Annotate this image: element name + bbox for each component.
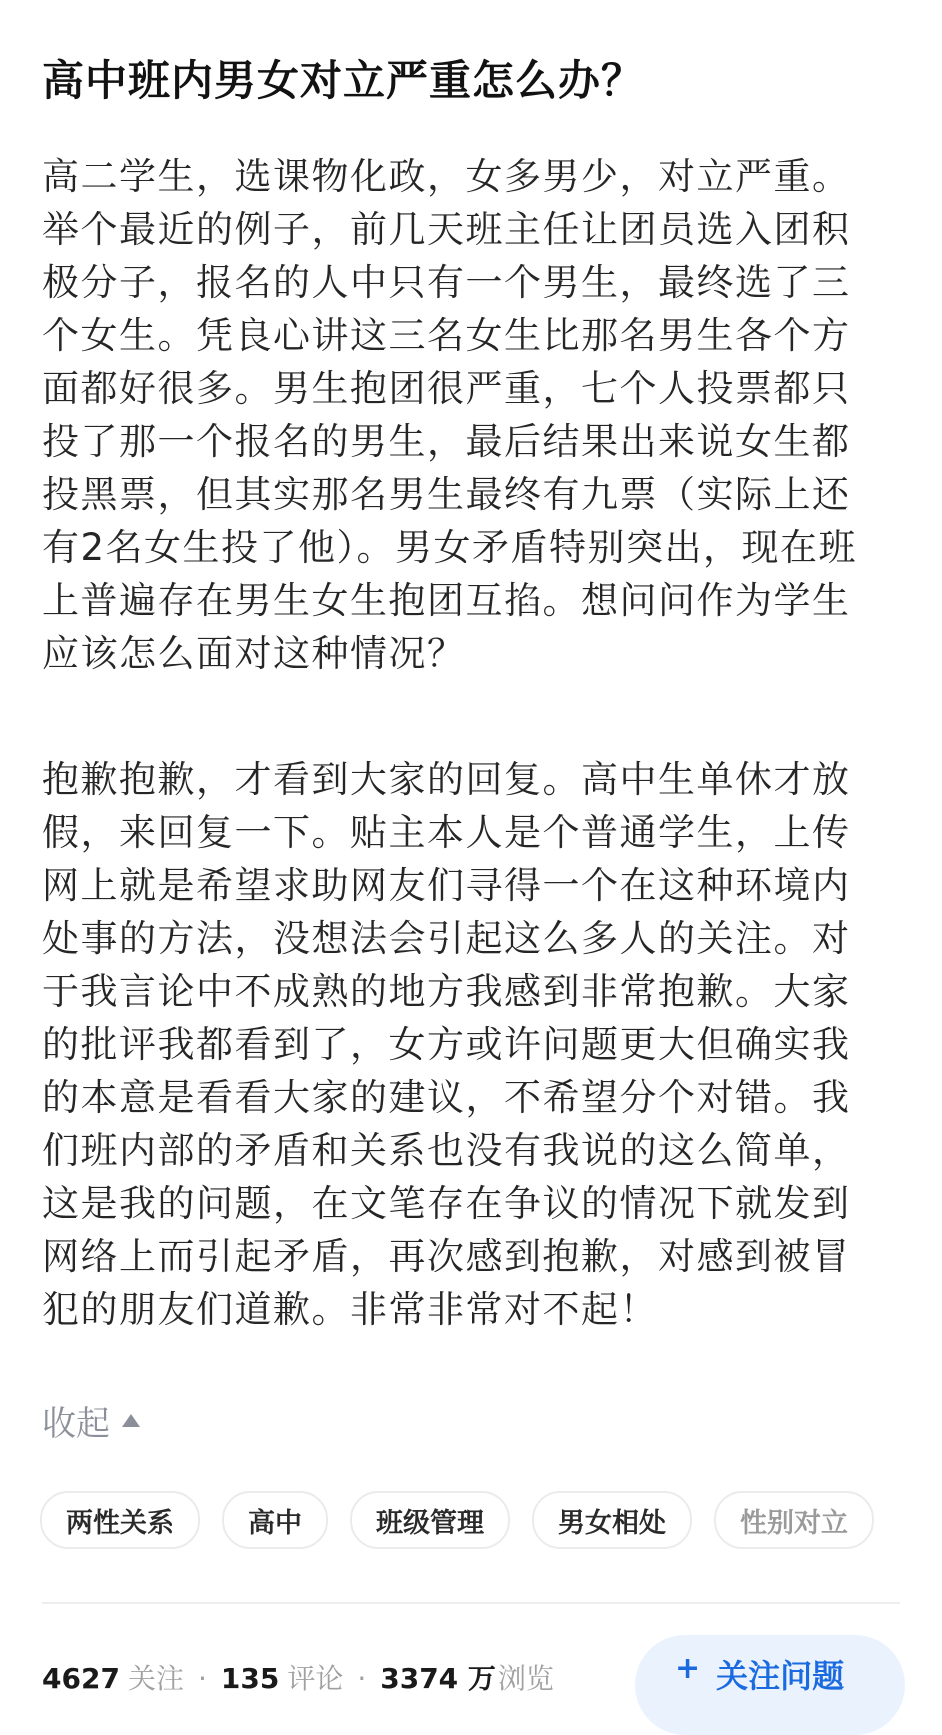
- separator: ·: [197, 1662, 207, 1695]
- tag[interactable]: 性别对立: [714, 1491, 874, 1549]
- text-line: 犯的朋友们道歉。非常非常对不起！: [42, 1288, 658, 1331]
- text-line: 应该怎么面对这种情况？: [42, 632, 466, 675]
- text-line: 网络上而引起矛盾，再次感到抱歉，对感到被冒: [42, 1235, 851, 1278]
- text-line: 投黑票，但其实那名男生最终有九票（实际上还: [42, 473, 851, 516]
- text-line: 于我言论中不成熟的地方我感到非常抱歉。大家: [42, 970, 851, 1013]
- question-stats: [42, 1657, 554, 1697]
- text-line: 这是我的问题，在文笔存在争议的情况下就发到: [42, 1182, 851, 1225]
- topic-tags: [40, 1491, 874, 1549]
- text-line: 上普遍存在男生女生抱团互掐。想问问作为学生: [42, 579, 851, 622]
- followers-count: 4627: [42, 1662, 120, 1695]
- caret-up-icon: [122, 1414, 140, 1427]
- text-line: 个女生。凭良心讲这三名女生比那名男生各个方: [42, 314, 851, 357]
- comments-label[interactable]: 评论: [287, 1662, 344, 1695]
- comments-count[interactable]: 135: [220, 1662, 280, 1695]
- views-count: 3374 万: [380, 1662, 496, 1695]
- text-line: 高二学生，选课物化政，女多男少，对立严重。: [42, 155, 851, 198]
- text-line: 面都好很多。男生抱团很严重，七个人投票都只: [42, 367, 851, 410]
- text-line: 们班内部的矛盾和关系也没有我说的这么简单，: [42, 1129, 851, 1172]
- text-line: 极分子，报名的人中只有一个男生，最终选了三: [42, 261, 851, 304]
- divider: [42, 1602, 900, 1604]
- question-title: 高中班内男女对立严重怎么办？: [42, 56, 645, 105]
- follow-label: 关注问题: [716, 1657, 845, 1695]
- collapse-label: 收起: [42, 1404, 110, 1444]
- views-label: 浏览: [497, 1662, 554, 1695]
- separator: ·: [357, 1662, 367, 1695]
- question-description: [42, 150, 857, 680]
- text-line: 有2名女生投了他）。男女矛盾特别突出，现在班: [42, 526, 858, 569]
- tag[interactable]: 男女相处: [532, 1491, 692, 1549]
- collapse-button[interactable]: [42, 1396, 140, 1445]
- follow-plus-icon: +: [675, 1651, 701, 1686]
- text-line: 处事的方法，没想法会引起这么多人的关注。对: [42, 917, 851, 960]
- question-update: [42, 753, 851, 1336]
- follow-question-button[interactable]: [635, 1635, 905, 1735]
- text-line: 的批评我都看到了，女方或许问题更大但确实我: [42, 1023, 851, 1066]
- text-line: 举个最近的例子，前几天班主任让团员选入团积: [42, 208, 851, 251]
- text-line: 网上就是希望求助网友们寻得一个在这种环境内: [42, 864, 851, 907]
- tag[interactable]: 高中: [222, 1491, 328, 1549]
- tag[interactable]: 两性关系: [40, 1491, 200, 1549]
- text-line: 投了那一个报名的男生，最后结果出来说女生都: [42, 420, 851, 463]
- text-line: 抱歉抱歉，才看到大家的回复。高中生单休才放: [42, 758, 851, 801]
- followers-label: 关注: [127, 1662, 184, 1695]
- text-line: 假，来回复一下。贴主本人是个普通学生，上传: [42, 811, 851, 854]
- text-line: 的本意是看看大家的建议，不希望分个对错。我: [42, 1076, 851, 1119]
- tag[interactable]: 班级管理: [350, 1491, 510, 1549]
